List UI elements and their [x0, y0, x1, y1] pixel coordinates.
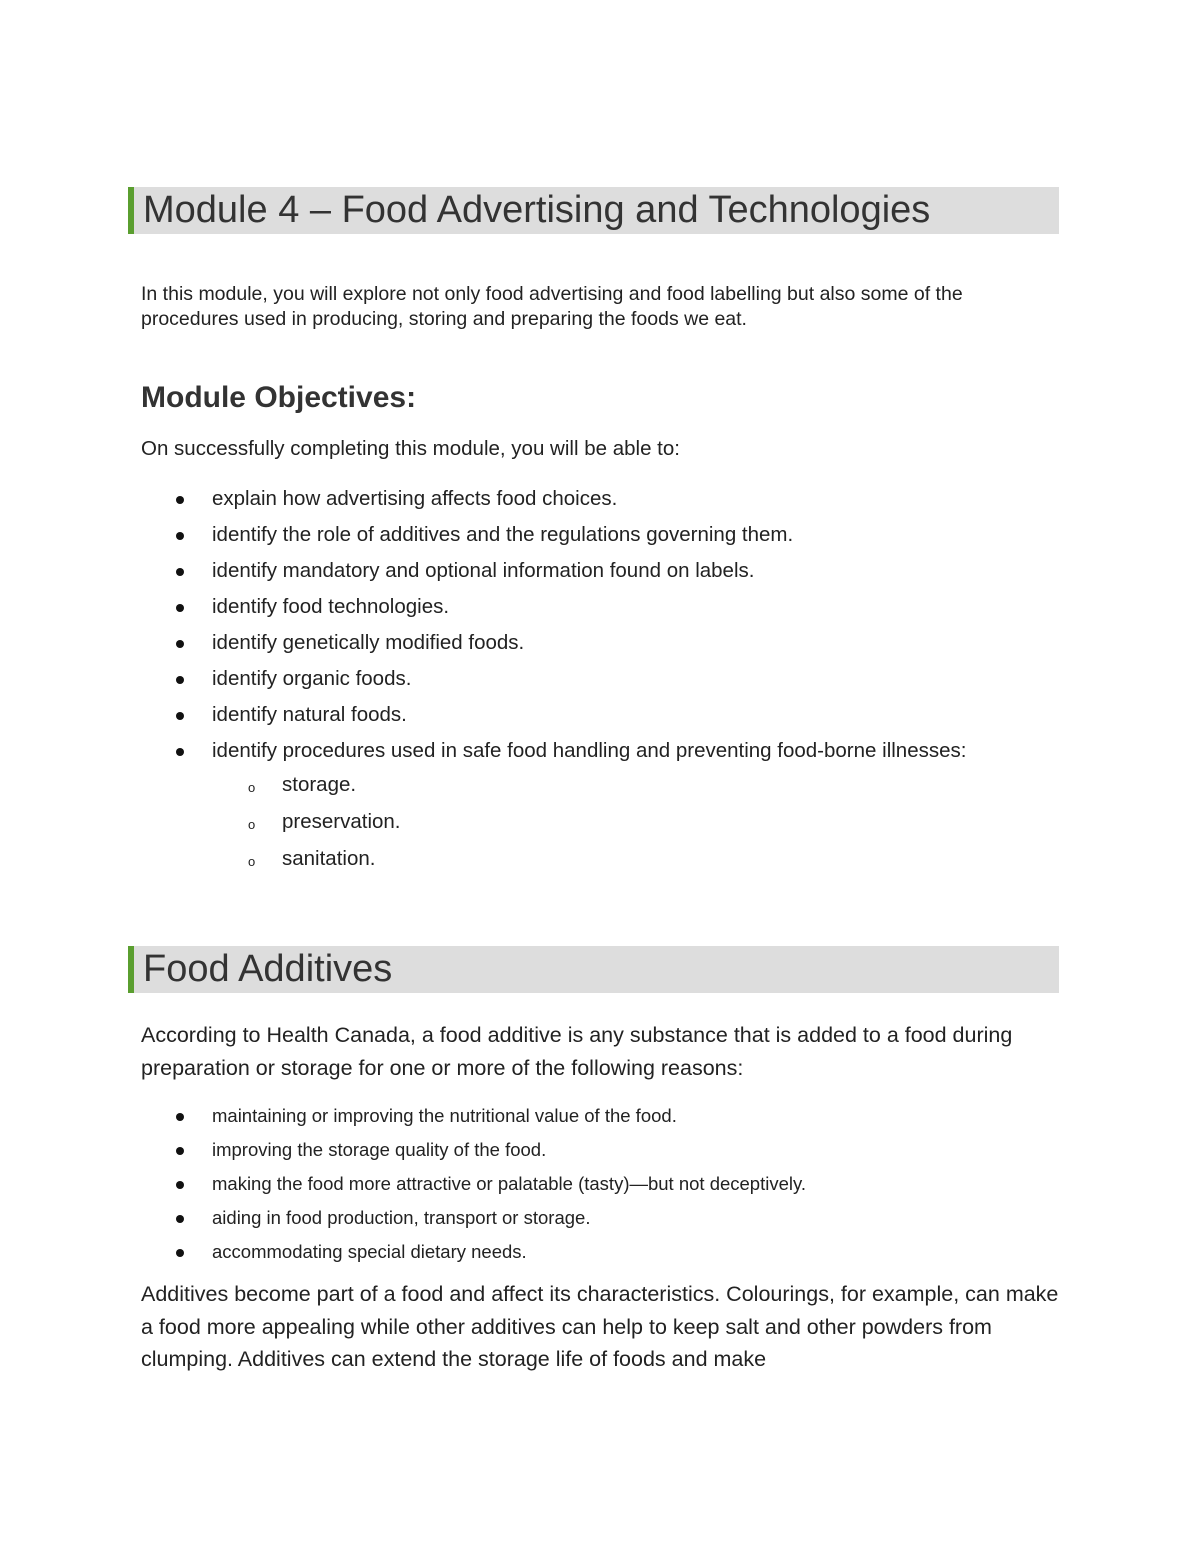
bullet-icon — [176, 1215, 184, 1223]
sub-list-item: o storage. — [248, 773, 357, 796]
additives-title: Food Additives — [143, 948, 393, 990]
list-item: identify mandatory and optional information found on labels. — [0, 558, 1012, 584]
objectives-sublist — [212, 772, 982, 872]
list-item: maintaining or improving the nutritional value of the food. — [0, 1104, 1012, 1128]
additives-body: Additives become part of a food and affect its characteristics. Colourings, for example, can make a food more appealing while other additives can help to keep salt and other powders from clumping. Additives can extend the storage life of foods and make — [141, 1282, 1059, 1371]
bullet-icon — [176, 496, 184, 504]
objectives-heading: Module Objectives: — [141, 381, 417, 414]
sub-list-item: o sanitation. — [248, 847, 376, 870]
list-item: identify organic foods. — [0, 666, 1012, 692]
bullet-icon — [176, 1249, 184, 1257]
circle-bullet-icon: o — [248, 854, 256, 869]
list-item: identify genetically modified foods. — [0, 630, 1012, 656]
module-intro: In this module, you will explore not only food advertising and food labelling but also some of the procedures used in producing, storing and preparing the foods we eat. — [141, 283, 963, 330]
bullet-icon — [176, 1181, 184, 1189]
objectives-lead: On successfully completing this module, you will be able to: — [141, 437, 680, 460]
bullet-icon — [176, 1147, 184, 1155]
circle-bullet-icon: o — [248, 780, 256, 795]
bullet-icon — [176, 604, 184, 612]
additives-list — [0, 1104, 1012, 1274]
sub-list-item: o preservation. — [248, 810, 401, 833]
list-item: aiding in food production, transport or storage. — [0, 1206, 1012, 1230]
list-item: improving the storage quality of the food. — [0, 1138, 1012, 1162]
list-item: accommodating special dietary needs. — [0, 1240, 1012, 1264]
objectives-list — [0, 486, 1012, 883]
module-title-bar — [128, 187, 1059, 234]
circle-bullet-icon: o — [248, 817, 256, 832]
list-item: identify natural foods. — [0, 702, 1012, 728]
additives-intro: According to Health Canada, a food additive is any substance that is added to a food during preparation or storage for one or more of the following reasons: — [141, 1023, 1013, 1080]
bullet-icon — [176, 712, 184, 720]
bullet-icon — [176, 640, 184, 648]
list-item: making the food more attractive or palatable (tasty)—but not deceptively. — [0, 1172, 1012, 1196]
bullet-icon — [176, 748, 184, 756]
bullet-icon — [176, 568, 184, 576]
list-item: identify procedures used in safe food handling and preventing food-borne illnesses: o storage. o preservation. o sanitation. — [0, 738, 982, 872]
list-item: explain how advertising affects food choices. — [0, 486, 1012, 512]
bullet-icon — [176, 676, 184, 684]
list-item: identify the role of additives and the regulations governing them. — [0, 522, 1012, 548]
additives-title-bar — [128, 946, 1059, 993]
module-title: Module 4 – Food Advertising and Technologies — [143, 189, 931, 231]
list-item: identify food technologies. — [0, 594, 1012, 620]
bullet-icon — [176, 1113, 184, 1121]
bullet-icon — [176, 532, 184, 540]
